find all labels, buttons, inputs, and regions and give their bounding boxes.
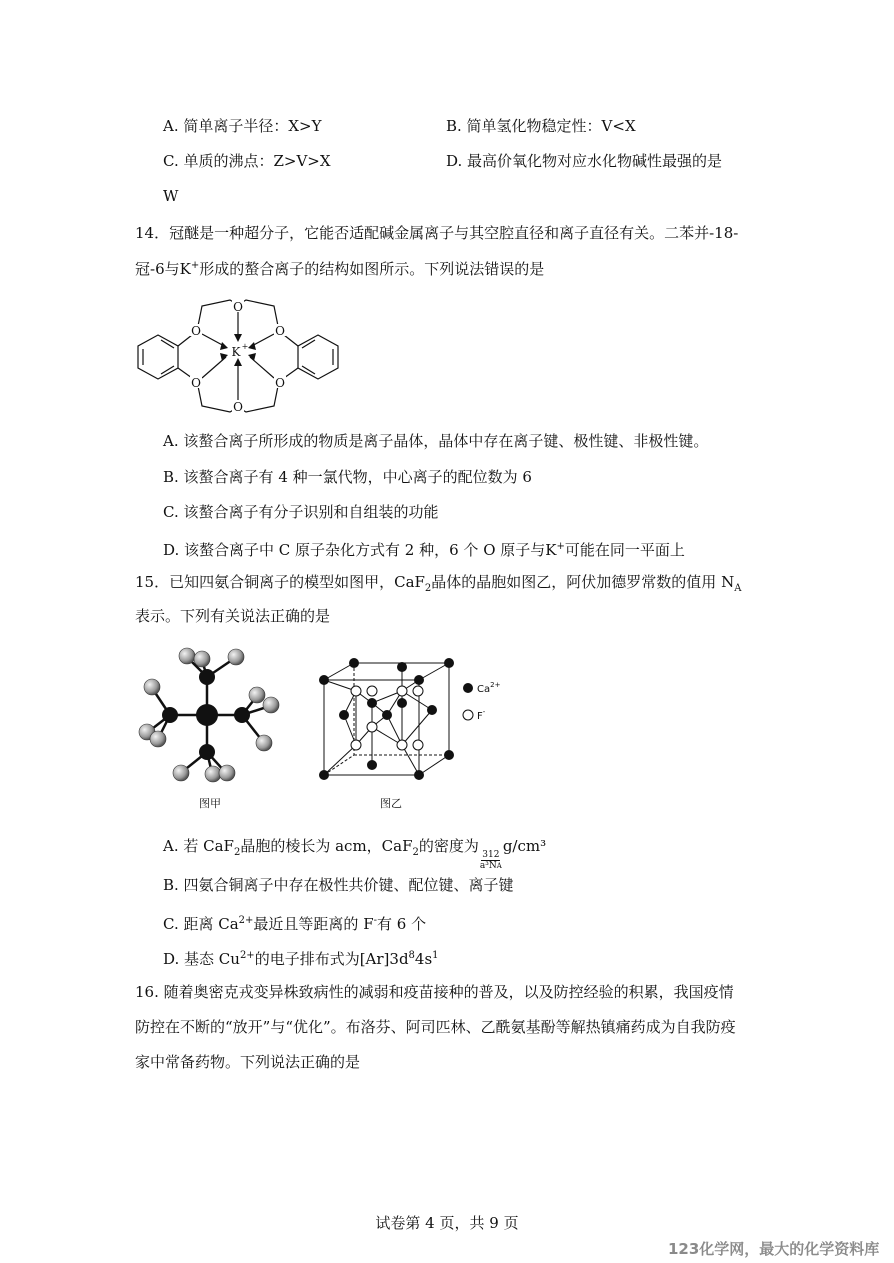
q14-stem-line2 (135, 256, 544, 279)
q15-option-a-text-a: A. 若 CaF (163, 837, 234, 855)
q15-stem-sub2: A (734, 583, 742, 594)
fraction-denominator: a³NA (479, 861, 502, 871)
crown-atom-o-lower-left: O (191, 376, 201, 390)
q15-option-d-text-c: 4s (414, 950, 433, 968)
q15-option-c-text-a: C. 距离 Ca (163, 915, 239, 933)
q13-option-b: B. 简单氢化物稳定性：V<X (446, 117, 636, 135)
crown-atom-k-charge: + (241, 342, 249, 351)
tetraammine-copper-model-figure (130, 640, 300, 790)
q14-option-d (163, 537, 685, 560)
q15-option-c-sup2: - (373, 915, 377, 926)
caf2-unit-cell-figure (314, 655, 514, 780)
q13-option-c: C. 单质的沸点：Z>V>X (163, 152, 331, 170)
q15-option-a-sub2: 2 (412, 847, 419, 858)
q15-option-a-text-b: 晶胞的棱长为 acm，CaF (240, 837, 413, 855)
q15-option-d-sup: 2+ (239, 950, 255, 961)
q16-stem-line1: 16. 随着奥密克戎变异株致病性的减弱和疫苗接种的普及，以及防控经验的积累，我国疫情 (135, 983, 734, 1001)
q14-stem-text-b: 形成的螯合离子的结构如图所示。下列说法错误的是 (199, 260, 545, 278)
q15-stem-line1 (135, 572, 741, 599)
q14-option-a: A. 该螯合离子所形成的物质是离子晶体，晶体中存在离子键、极性键、非极性键。 (163, 432, 709, 450)
q15-stem-sub: 2 (424, 583, 432, 594)
q14-option-d-sup: + (556, 541, 565, 552)
q13-option-a: A. 简单离子半径：X>Y (163, 117, 322, 135)
watermark: 123化学网，最大的化学资料库 (668, 1240, 880, 1258)
q14-option-b: B. 该螯合离子有 4 种一氯代物，中心离子的配位数为 6 (163, 468, 532, 486)
q15-option-c-text-b: 最近且等距离的 F (253, 915, 374, 933)
q13-option-d: D. 最高价氧化物对应水化物碱性最强的是 (446, 152, 723, 170)
page-footer: 试卷第 4 页，共 9 页 (375, 1214, 519, 1232)
q14-stem-line1: 14．冠醚是一种超分子，它能否适配碱金属离子与其空腔直径和离子直径有关。二苯并-18- (135, 224, 739, 242)
crown-atom-o-bottom: O (233, 400, 243, 414)
q15-option-c-text-c: 有 6 个 (377, 915, 427, 933)
crown-atom-o-upper-left: O (191, 324, 201, 338)
crown-atom-k: K (231, 345, 241, 359)
q14-option-c: C. 该螯合离子有分子识别和自组装的功能 (163, 503, 439, 521)
q15-option-a-text-c: 的密度为 (418, 837, 479, 855)
crown-atom-o-upper-right: O (275, 324, 285, 338)
q15-option-b: B. 四氨合铜离子中存在极性共价键、配位键、离子键 (163, 876, 514, 894)
q15-option-a-text-d: g/cm³ (502, 837, 547, 855)
fraction-numerator: 312 (482, 850, 500, 860)
q15-option-d-text-b: 的电子排布式为[Ar]3d (254, 950, 409, 968)
q15-option-d-sup2: 8 (408, 950, 415, 961)
q15-option-c-sup: 2+ (238, 915, 254, 926)
q15-option-d-sup3: 1 (432, 950, 439, 961)
q14-stem-text-a: 冠-6与K (135, 260, 191, 278)
q15-option-d (163, 946, 439, 969)
q16-stem-line2: 防控在不断的“放开”与“优化”。布洛芬、阿司匹林、乙酰氨基酚等解热镇痛药成为自我防疫 (135, 1018, 736, 1036)
q13-option-d-continued: W (163, 187, 179, 205)
legend-ca-label: $Ca^{2+}$ (477, 681, 501, 695)
q14-stem-sup: + (190, 260, 200, 271)
legend-f-label: F- (477, 708, 486, 722)
q16-stem-line3: 家中常备药物。下列说法正确的是 (135, 1053, 361, 1071)
density-fraction (480, 850, 502, 871)
q15-stem-line2: 表示。下列有关说法正确的是 (135, 607, 331, 625)
q15-stem-text-b: 晶体的晶胞如图乙，阿伏加德罗常数的值用 N (431, 573, 735, 591)
crown-ether-structure-figure (130, 290, 350, 420)
q15-option-d-text-a: D. 基态 Cu (163, 950, 240, 968)
q15-stem-text-a: 15．已知四氨合铜离子的模型如图甲，CaF (135, 573, 425, 591)
q15-option-a (163, 836, 546, 871)
crown-atom-o-top: O (233, 300, 243, 314)
q15-option-a-sub: 2 (233, 847, 241, 858)
q14-option-d-text-b: 可能在同一平面上 (564, 541, 685, 559)
q15-option-c (163, 911, 426, 934)
crown-atom-o-lower-right: O (275, 376, 285, 390)
q14-option-d-text-a: D. 该螯合离子中 C 原子杂化方式有 2 种，6 个 O 原子与K (163, 541, 557, 559)
figure-a-caption: 图甲 (199, 797, 221, 810)
figure-b-caption: 图乙 (380, 797, 402, 810)
